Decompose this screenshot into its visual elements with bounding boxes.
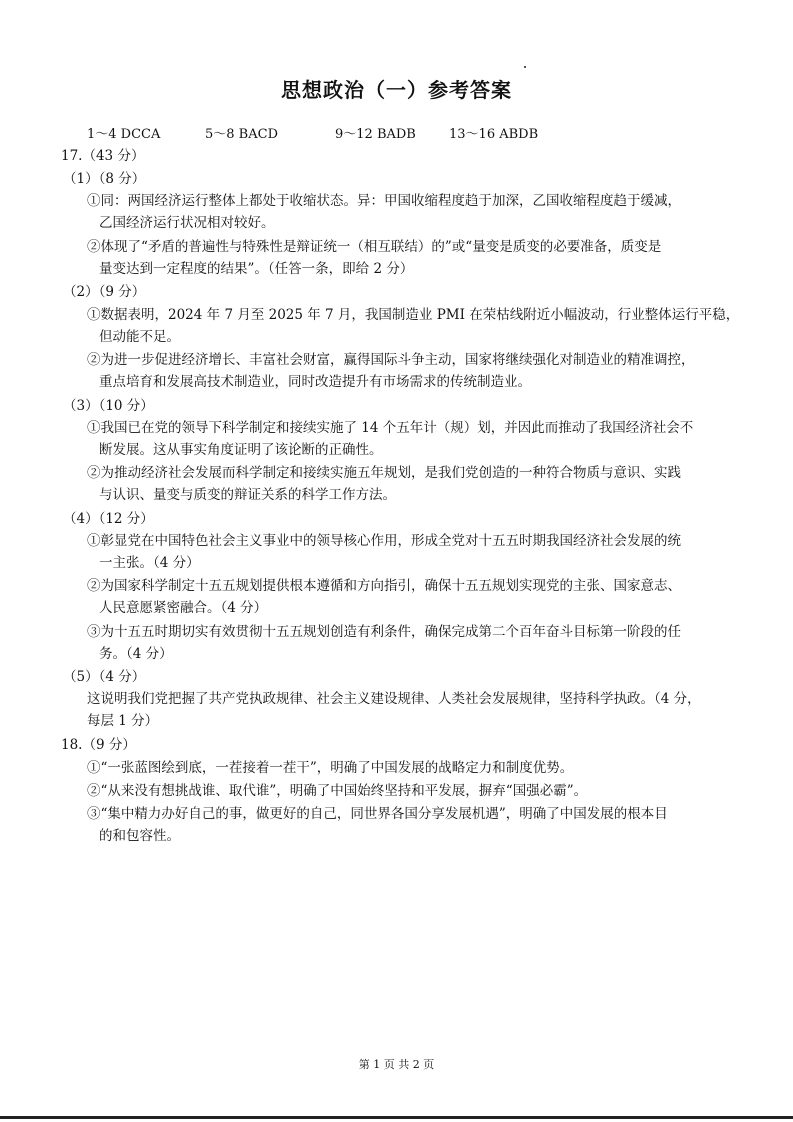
- answer-line: ①数据表明，2024 年 7 月至 2025 年 7 月，我国制造业 PMI 在荣枯线附近小幅波动，行业整体运行平稳，: [87, 307, 740, 323]
- page-title: 思想政治（一）参考答案: [281, 78, 512, 102]
- answer-line: 每层 1 分）: [87, 713, 159, 729]
- answer-line: ③为十五五时期切实有效贯彻十五五规划创造有利条件，确保完成第二个百年奋斗目标第一阶段的任: [87, 624, 681, 640]
- answer-line: 一主张。（4 分）: [99, 555, 200, 571]
- choice-answer-group: 1～4 DCCA: [87, 127, 161, 142]
- answer-line: 的和包容性。: [99, 828, 180, 844]
- choice-answer-group: 9～12 BADB: [335, 127, 416, 142]
- question-17-header: 17.（43 分）: [61, 148, 145, 164]
- answer-line: 这说明我们党把握了共产党执政规律、社会主义建设规律、人类社会发展规律，坚持科学执政。（4 分，: [87, 691, 701, 707]
- answer-line: ③“集中精力办好自己的事，做更好的自己，同世界各国分享发展机遇”，明确了中国发展的根本目: [87, 806, 668, 822]
- choice-answer-group: 13～16 ABDB: [449, 127, 539, 142]
- question-18-header: 18.（9 分）: [61, 737, 136, 753]
- answer-line: 人民意愿紧密融合。（4 分）: [99, 600, 268, 616]
- answer-line: ①“一张蓝图绘到底，一茬接着一茬干”，明确了中国发展的战略定力和制度优势。: [87, 760, 574, 776]
- answer-line: 量变达到一定程度的结果”。（任答一条，即给 2 分）: [99, 261, 414, 277]
- answer-line: ②为国家科学制定十五五规划提供根本遵循和方向指引，确保十五五规划实现党的主张、国家意志、: [87, 578, 681, 594]
- answer-line: 断发展。这从事实角度证明了该论断的正确性。: [99, 442, 383, 458]
- answer-line: ①我国已在党的领导下科学制定和接续实施了 14 个五年计（规）划，并因此而推动了我国经济社会不: [87, 420, 694, 436]
- part-2-label: （2）（9 分）: [63, 284, 146, 300]
- scan-dot: [524, 66, 526, 68]
- part-5-label: （5）（4 分）: [63, 669, 146, 685]
- answer-line: 乙国经济运行状况相对较好。: [99, 215, 275, 231]
- answer-line: ②“从来没有想挑战谁、取代谁”，明确了中国始终坚持和平发展，摒弃“国强必霸”。: [87, 783, 588, 799]
- answer-line: 与认识、量变与质变的辩证关系的科学工作方法。: [99, 487, 396, 503]
- part-1-label: （1）（8 分）: [63, 171, 146, 187]
- answer-line: 务。（4 分）: [99, 646, 173, 662]
- answer-line: ①彰显党在中国特色社会主义事业中的领导核心作用，形成全党对十五五时期我国经济社会发展的统: [87, 533, 681, 549]
- answer-line: ②为进一步促进经济增长、丰富社会财富，赢得国际斗争主动，国家将继续强化对制造业的精准调控，: [87, 352, 695, 368]
- part-4-label: （4）（12 分）: [63, 511, 154, 527]
- part-3-label: （3）（10 分）: [63, 398, 154, 414]
- answer-line: 重点培育和发展高技术制造业，同时改造提升有市场需求的传统制造业。: [99, 374, 531, 390]
- answer-line: ①同：两国经济运行整体上都处于收缩状态。异：甲国收缩程度趋于加深，乙国收缩程度趋于缓减，: [87, 193, 681, 209]
- answer-line: ②体现了“矛盾的普遍性与特殊性是辩证统一（相互联结）的”或“量变是质变的必要准备，质变是: [87, 239, 662, 255]
- answer-line: ②为推动经济社会发展而科学制定和接续实施五年规划，是我们党创造的一种符合物质与意识、实践: [87, 465, 681, 481]
- page-footer: 第 1 页 共 2 页: [358, 1058, 435, 1071]
- answer-line: 但动能不足。: [99, 329, 180, 345]
- choice-answer-group: 5～8 BACD: [205, 127, 278, 142]
- bottom-rule: [0, 1116, 793, 1119]
